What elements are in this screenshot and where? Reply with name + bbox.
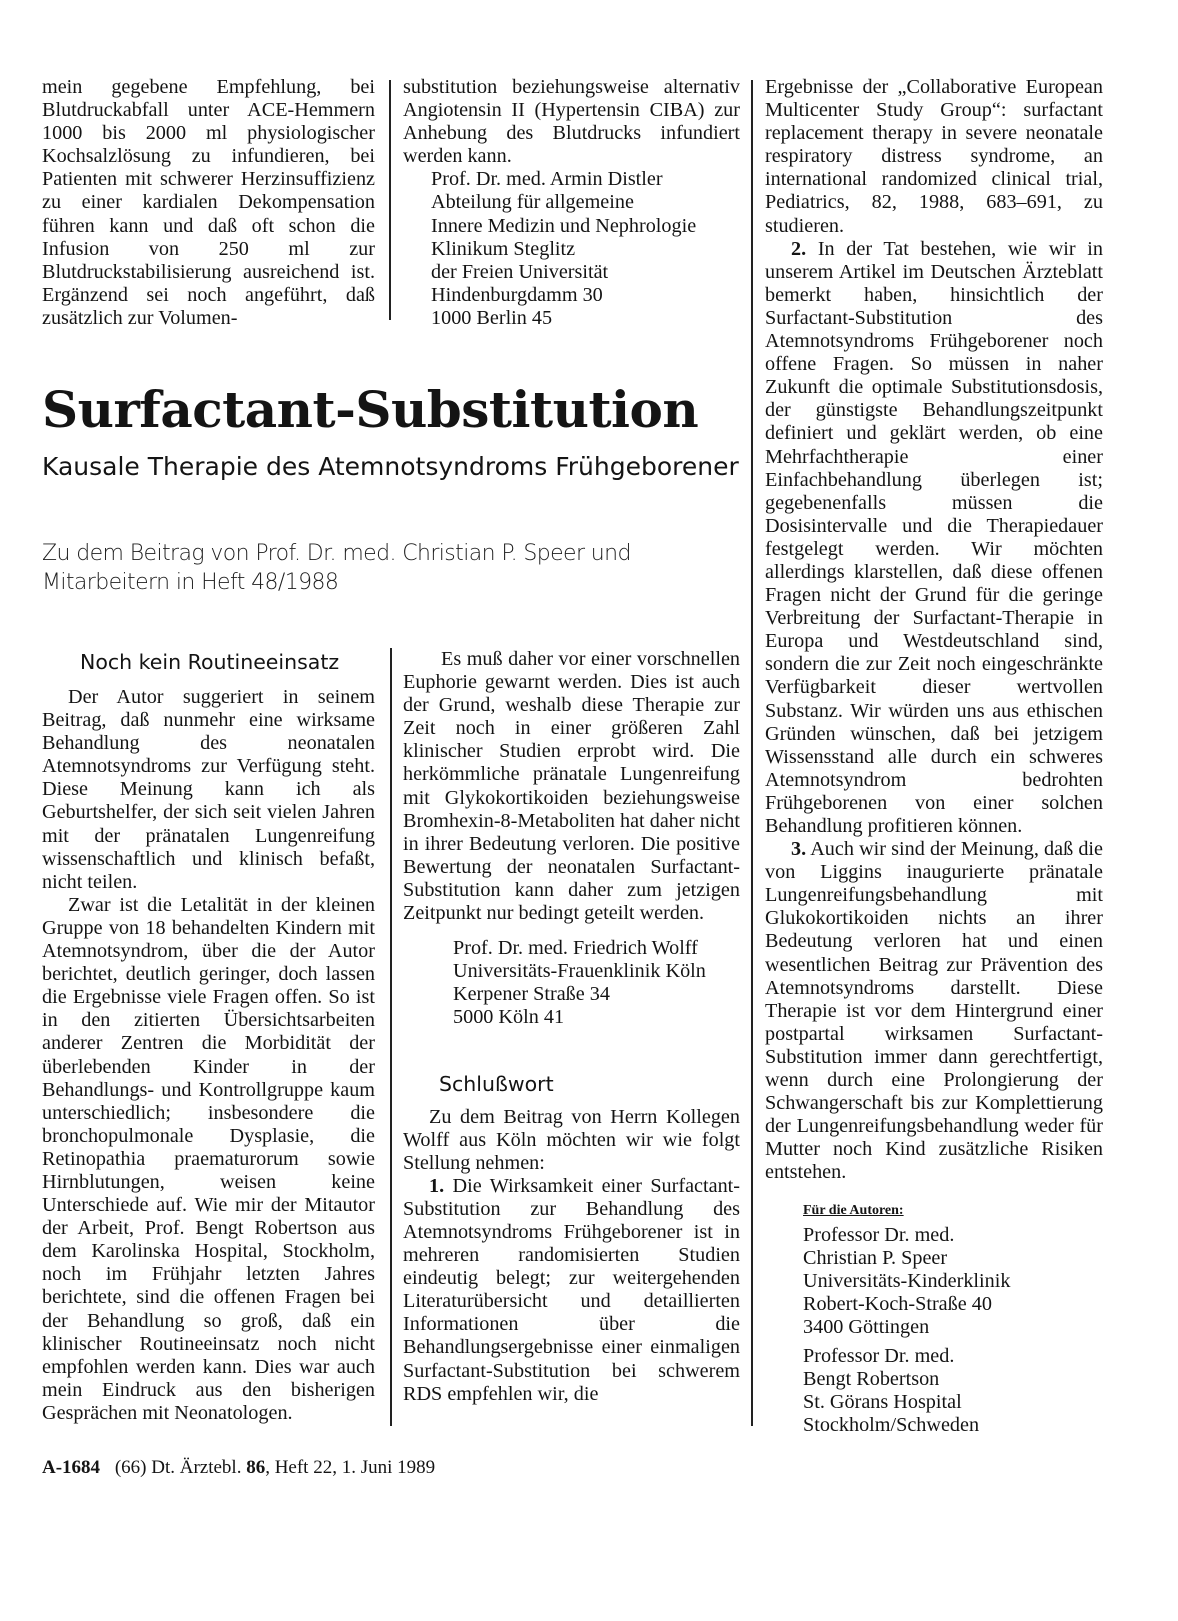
- article-subtitle: Kausale Therapie des Atemnotsyndroms Frühgeborener: [42, 452, 739, 481]
- page-number: A-1684: [42, 1457, 101, 1478]
- author-address: Professor Dr. med. Christian P. Speer Universitäts-Kinderklinik Robert-Koch-Straße 40 3400 Göttingen: [803, 1223, 1011, 1338]
- paragraph: Es muß daher vor einer vorschnellen Euphorie gewarnt werden. Dies ist auch der Grund, weshalb diese Therapie zur Zeit noch in einer größeren Zahl klinischer Studien erprobt wird. Die herkömmliche pränatale Lungenreifung mit Glykokortikoiden beziehungsweise Bromhexin-8-Metaboliten hat daher nicht in ihrer Bedeutung verloren. Die positive Bewertung der neonatalen Surfactant-Substitution kann daher zum jetzigen Zeitpunkt nur bedingt geteilt werden.: [403, 648, 740, 925]
- numbered-paragraph: 1. Die Wirksamkeit einer Surfactant-Substitution zur Behandlung des Atemnotsyndroms Frühgeborener ist in mehreren randomisierten Studien eindeutig belegt; zur weitergehenden Literaturübersicht und detaillierten Informationen über die Behandlungsergebnisse einer einmaligen Surfactant-Substitution bei schwerem RDS empfehlen wir, die: [403, 1174, 740, 1405]
- signature-block: [803, 1199, 1103, 1438]
- paragraph-continued: Ergebnisse der „Collaborative European Multicenter Study Group“: surfactant replacement therapy in severe neonatale respiratory distress syndrome, an international randomized clinical trial, Pediatrics, 82, 1988, 683–691, zu studieren.: [765, 76, 1103, 237]
- article-title: Surfactant-Substitution: [42, 380, 699, 439]
- article-reference: Zu dem Beitrag von Prof. Dr. med. Christian P. Speer und Mitarbeitern in Heft 48/1988: [42, 541, 631, 595]
- continued-paragraph: mein gegebene Empfehlung, bei Blutdruckabfall unter ACE-Hemmern 1000 bis 2000 ml physiologischer Kochsalzlösung zu infundieren, bei Patienten mit schwerer Herzinsuffizienz zu einer kardialen Dekompensation führen kann und daß oft schon die Infusion von 250 ml zur Blutdruckstabilisierung ausreichend ist. Ergänzend sei noch angeführt, daß zusätzlich zur Volumen-: [42, 76, 375, 329]
- page-footer: [42, 1457, 435, 1479]
- column-rule: [390, 648, 392, 1426]
- top-column-2: [403, 76, 740, 330]
- top-column-1: [42, 76, 375, 330]
- continued-paragraph: substitution beziehungsweise alternativ Angiotensin II (Hypertensin CIBA) zur Anhebung des Blutdrucks infundiert werden kann.: [403, 76, 740, 168]
- author-address: Prof. Dr. med. Friedrich Wolff Universitäts-Frauenklinik Köln Kerpener Straße 34 5000 Köln 41: [453, 937, 706, 1029]
- author-address: Prof. Dr. med. Armin Distler Abteilung für allgemeine Innere Medizin und Nephrologie Klinikum Steglitz der Freien Universität Hindenburgdamm 30 1000 Berlin 45: [431, 168, 697, 329]
- paragraph: Der Autor suggeriert in seinem Beitrag, daß nunmehr eine wirksame Behandlung des neonatalen Atemnotsyndroms zur Verfügung steht. Diese Meinung kann ich als Geburtshelfer, der sich seit vielen Jahren mit der pränatalen Lungenreifung wissenschaftlich und klinisch befaßt, nicht teilen.: [42, 686, 375, 893]
- paragraph: Zwar ist die Letalität in der kleinen Gruppe von 18 behandelten Kindern mit Atemnotsyndrom, über die der Autor berichtet, deutlich geringer, doch lassen die Ergebnisse viele Fragen offen. So ist in den zitierten Übersichtsarbeiten anderer Zentren die Morbidität der überlebenden Kinder in der Behandlungs- und Kontrollgruppe kaum unterschiedlich; insbesondere die bronchopulmonale Dysplasie, die Retinopathia praematurorum sowie Hirnblutungen, weisen keine Unterschiede auf. Wie mir der Mitautor der Arbeit, Prof. Bengt Robertson aus dem Karolinska Hospital, Stockholm, noch im Frühjahr letzten Jahres berichtete, sind die offenen Fragen bei der Behandlung so groß, daß ein klinischer Routineeinsatz noch nicht empfohlen werden kann. Dies war auch mein Eindruck aus den bisherigen Gesprächen mit Neonatologen.: [42, 893, 375, 1424]
- citation-prefix: (66) Dt. Ärztebl.: [114, 1457, 242, 1478]
- author-address: Professor Dr. med. Bengt Robertson St. Görans Hospital Stockholm/Schweden: [803, 1345, 980, 1437]
- column-rule: [389, 80, 391, 320]
- column-rule: [751, 80, 753, 1426]
- signature-label: Für die Autoren:: [803, 1202, 904, 1218]
- letter-column-1: [42, 648, 375, 1425]
- reply-column-3: [765, 76, 1103, 1437]
- citation-suffix: , Heft 22, 1. Juni 1989: [265, 1457, 436, 1478]
- letter-heading: Noch kein Routineeinsatz: [80, 650, 340, 674]
- letter-column-2: [403, 648, 740, 1406]
- reply-heading: Schlußwort: [439, 1071, 554, 1096]
- numbered-paragraph: 3. Auch wir sind der Meinung, daß die von Liggins inaugurierte pränatale Lungenreifungsbehandlung mit Glukokortikoiden nichts an ihrer Bedeutung verloren hat und einen wesentlichen Beitrag zur Prävention des Atemnotsyndroms darstellt. Diese Therapie ist vor dem Hintergrund einer postpartal wirksamen Surfactant-Substitution immer dann gerechtfertigt, wenn durch eine Prolongierung der Schwangerschaft bis zur Komplettierung der Lungenreifungsbehandlung weder für Mutter noch Kind zusätzliche Risiken entstehen.: [765, 838, 1103, 1184]
- paragraph: Zu dem Beitrag von Herrn Kollegen Wolff aus Köln möchten wir wie folgt Stellung nehmen:: [403, 1105, 740, 1174]
- citation-volume: 86: [246, 1457, 266, 1478]
- numbered-paragraph: 2. In der Tat bestehen, wie wir in unserem Artikel im Deutschen Ärzteblatt bemerkt haben, hinsichtlich der Surfactant-Substitution des Atemnotsyndroms Frühgeborener noch offene Fragen. So müssen in naher Zukunft die optimale Substitutionsdosis, der günstigste Behandlungszeitpunkt definiert und geklärt werden, ob eine Mehrfachtherapie einer Einfachbehandlung überlegen ist; gegebenenfalls müssen die Dosisintervalle und die Therapiedauer festgelegt werden. Wir möchten allerdings klarstellen, daß diese offenen Fragen nicht der Grund für die geringe Verbreitung der Surfactant-Therapie in Europa und Westdeutschland sind, sondern die zur Zeit noch eingeschränkte Verfügbarkeit dieser wertvollen Substanz. Wir würden uns aus ethischen Gründen wünschen, daß bei jetzigem Wissensstand alle durch ein schweres Atemnotsyndrom bedrohten Frühgeborenen von einer solchen Behandlung profitieren können.: [765, 237, 1103, 837]
